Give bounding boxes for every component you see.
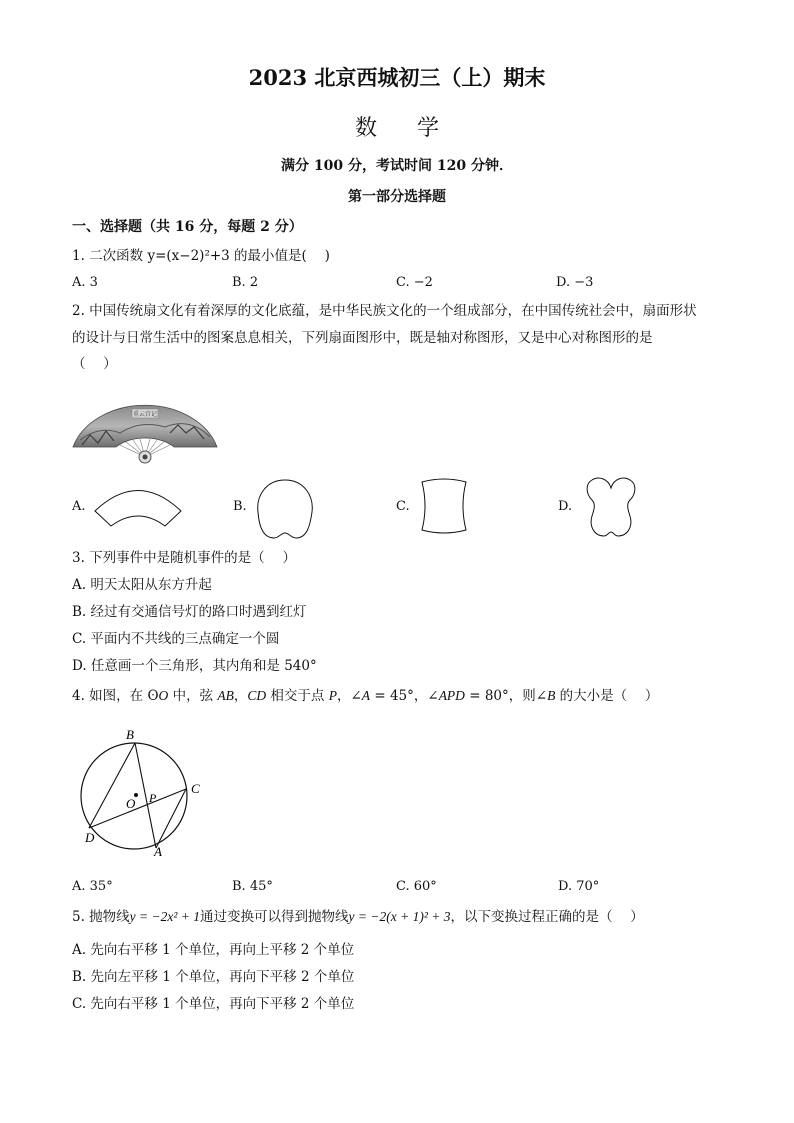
- q2-option-b-shape: [252, 476, 318, 542]
- q3-option-c: C. 平面内不共线的三点确定一个圆: [72, 631, 280, 647]
- q5-option-b: B. 先向左平移 1 个单位，再向下平移 2 个单位: [72, 969, 355, 985]
- q2-option-c-label: C.: [396, 499, 410, 514]
- q1-option-b: B. 2: [232, 275, 259, 290]
- q4-option-c: C. 60°: [396, 879, 437, 894]
- q2-option-a-sector-shape: [92, 482, 184, 530]
- subject-title: 数学: [354, 116, 479, 141]
- question-3-text: 3. 下列事件中是随机事件的是（ ）: [72, 550, 296, 566]
- q5-option-a: A. 先向右平移 1 个单位，再向上平移 2 个单位: [72, 942, 355, 958]
- part-title: 第一部分选择题: [348, 189, 446, 205]
- label-o: O: [126, 796, 136, 811]
- question-1-text: 1. 二次函数 y=(x−2)²+3 的最小值是( ): [72, 248, 330, 264]
- q2-option-c-shape: [416, 476, 472, 536]
- q3-option-b: B. 经过有交通信号灯的路口时遇到红灯: [72, 604, 307, 620]
- q4-option-a: A. 35°: [72, 879, 113, 894]
- q3-option-d: D. 任意画一个三角形，其内角和是 540°: [72, 658, 317, 674]
- page-title: 2023 北京西城初三（上）期末: [248, 65, 546, 90]
- question-2-line-1: 2. 中国传统扇文化有着深厚的文化底蕴，是中华民族文化的一个组成部分，在中国传统社会中，扇面形状: [72, 303, 697, 319]
- q2-option-d-label: D.: [558, 499, 573, 514]
- q4-option-d: D. 70°: [558, 879, 600, 894]
- q1-option-d: D. −3: [556, 275, 594, 290]
- exam-info: 满分 100 分，考试时间 120 分钟．: [281, 158, 513, 174]
- label-c: C: [191, 781, 200, 796]
- label-a: A: [154, 844, 162, 859]
- question-2-line-3: （ ）: [72, 356, 117, 372]
- circle-chord-figure: [78, 724, 208, 864]
- q1-option-a: A. 3: [72, 275, 98, 290]
- label-d: D: [85, 830, 95, 845]
- q4-option-b: B. 45°: [232, 879, 273, 894]
- q1-option-c: C. −2: [396, 275, 433, 290]
- label-b: B: [126, 727, 134, 742]
- fan-caption: 重云宫记: [132, 412, 158, 418]
- label-p: P: [149, 791, 157, 805]
- question-4-text: 4. 如图，在 ʘO 中，弦 AB，CD 相交于点 P，∠A = 45°，∠APD = 80°，则∠B 的大小是（ ）: [72, 688, 659, 704]
- q2-option-b-label: B.: [233, 499, 247, 514]
- fan-illustration: [70, 385, 220, 465]
- chord-bd: [89, 743, 135, 828]
- q2-option-a-label: A.: [72, 499, 86, 514]
- section-heading: 一、选择题（共 16 分，每题 2 分）: [72, 219, 303, 235]
- question-2-line-2: 的设计与日常生活中的图案息息相关，下列扇面图形中，既是轴对称图形，又是中心对称图形的是: [72, 330, 653, 346]
- q2-option-d-shape: [580, 474, 642, 540]
- q5-option-c: C. 先向右平移 1 个单位，再向下平移 2 个单位: [72, 996, 355, 1012]
- q3-option-a: A. 明天太阳从东方升起: [72, 577, 212, 593]
- question-5-text: 5. 抛物线y = −2x² + 1通过变换可以得到抛物线y = −2(x + 1)² + 3，以下变换过程正确的是（ ）: [72, 909, 644, 925]
